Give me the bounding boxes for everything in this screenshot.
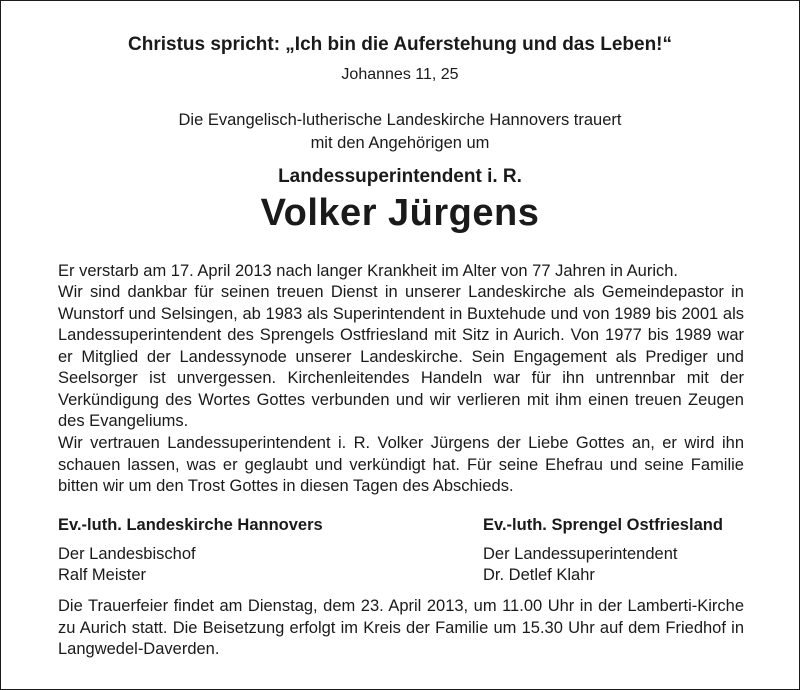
paragraph-prayer — [58, 433, 744, 498]
paragraph-gratitude — [58, 282, 744, 433]
signature-name: Ralf Meister — [58, 566, 147, 584]
bible-reference: Johannes 11, 25 — [341, 66, 459, 83]
signature-right — [483, 515, 723, 587]
paragraph-text: Wir sind dankbar für seinen treuen Dienst in unserer Landeskirche als Gemeindepastor in Wunstorf und Selsingen, ab 1983 als Superintendent in Buxtehude und von 1989 bis 2001 als Landessuperintendent des Sprengels Ostfriesland mit Sitz in Aurich. Von 1977 bis 1989 war er Mitglied der Landessynode unserer Landeskirche. Sein Engagement als Prediger und Seelsorger ist unvergessen. Kirchenleitendes Handeln war für ihn untrennbar mit der Verkündigung des Wortes Gottes verbunden und wir verlieren mit ihm einen treuen Zeugen des Evangeliums. — [58, 283, 744, 430]
bible-quote: Christus spricht: „Ich bin die Auferstehung und das Leben!“ — [128, 34, 672, 55]
mourning-statement-line1: Die Evangelisch-lutherische Landeskirche Hannovers trauert — [178, 111, 622, 129]
signature-left — [58, 515, 323, 587]
signature-role: Der Landessuperintendent — [483, 544, 678, 563]
paragraph-death-notice — [58, 261, 744, 283]
mourning-statement-line2: mit den Angehörigen um — [310, 134, 490, 152]
signature-organization: Ev.-luth. Landeskirche Hannovers — [58, 516, 323, 534]
paragraph-text: Er verstarb am 17. April 2013 nach langer Krankheit im Alter von 77 Jahren in Aurich. — [58, 262, 678, 280]
signature-organization: Ev.-luth. Sprengel Ostfriesland — [483, 516, 723, 534]
paragraph-text: Die Trauerfeier findet am Dienstag, dem 23. April 2013, um 11.00 Uhr in der Lamberti-Kirche zu Aurich statt. Die Beisetzung erfolgt im Kreis der Familie um 15.30 Uhr auf dem Friedhof in Langwedel-Daverden. — [58, 597, 744, 658]
paragraph-funeral-info — [58, 596, 744, 661]
signature-role: Der Landesbischof — [58, 544, 196, 563]
paragraph-text: Wir vertrauen Landessuperintendent i. R. Volker Jürgens der Liebe Gottes an, er wird ihn schauen lassen, was er geglaubt und verkündigt hat. Für seine Ehefrau und seine Familie bitten wir um den Trost Gottes in diesen Tagen des Abschieds. — [58, 434, 744, 495]
deceased-name: Volker Jürgens — [260, 192, 540, 234]
signature-name: Dr. Detlef Klahr — [483, 566, 595, 584]
deceased-title: Landessuperintendent i. R. — [278, 166, 522, 187]
